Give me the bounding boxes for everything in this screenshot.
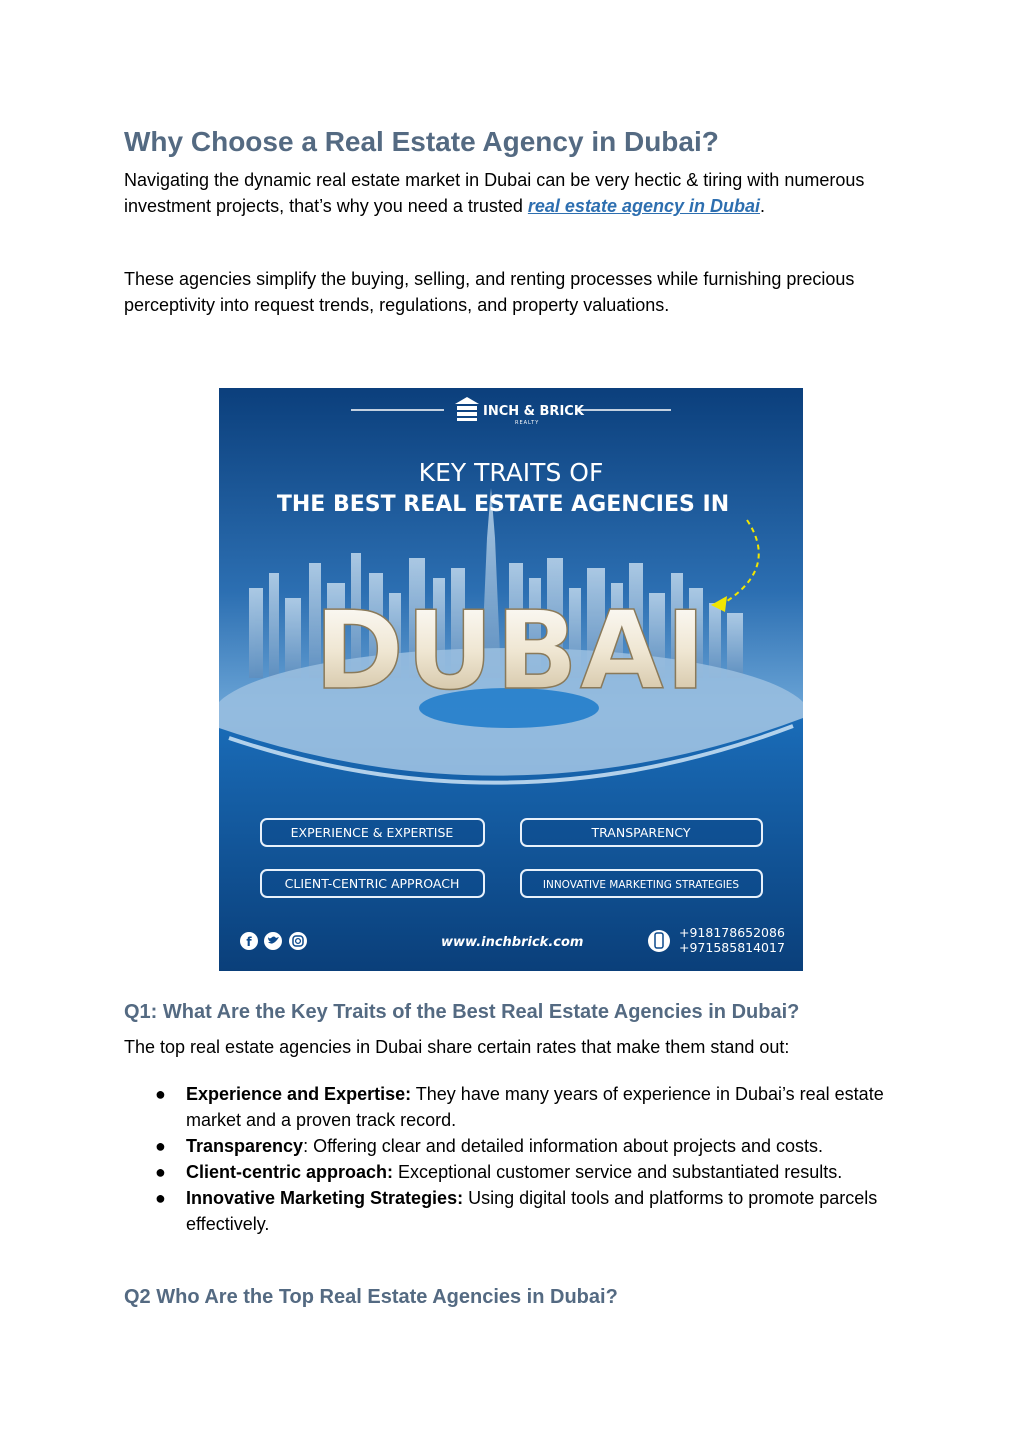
page-title: Why Choose a Real Estate Agency in Dubai? bbox=[124, 126, 719, 157]
banner-title-line2: THE BEST REAL ESTATE AGENCIES IN bbox=[276, 492, 730, 517]
trait-box-2 bbox=[521, 819, 762, 846]
trait-label-2: TRANSPARENCY bbox=[591, 825, 691, 840]
q1-intro: The top real estate agencies in Dubai share certain rates that make them stand out: bbox=[124, 1037, 790, 1057]
twitter-icon bbox=[264, 932, 282, 950]
list-item-term: Client-centric approach: bbox=[186, 1162, 394, 1182]
trait-box-1 bbox=[261, 819, 484, 846]
bullet-icon: ● bbox=[155, 1162, 166, 1182]
intro-text: Navigating the dynamic real estate market in Dubai can be very hectic & tiring with numerous investment projects, that’s why you need a trusted bbox=[124, 170, 865, 216]
list-item-term: Innovative Marketing Strategies: bbox=[186, 1188, 464, 1208]
svg-text:f: f bbox=[246, 935, 252, 949]
list-item-term: Transparency bbox=[186, 1136, 304, 1156]
banner-phone-2: +971585814017 bbox=[679, 940, 785, 955]
list-item bbox=[124, 1159, 904, 1185]
list-item-term: Experience and Expertise: bbox=[186, 1084, 412, 1104]
q2-heading: Q2 Who Are the Top Real Estate Agencies in Dubai? bbox=[124, 1286, 618, 1308]
intro-period: . bbox=[759, 196, 765, 216]
list-item bbox=[124, 1081, 904, 1133]
list-item bbox=[124, 1185, 904, 1237]
bullet-icon: ● bbox=[155, 1136, 166, 1156]
list-item-text: Exceptional customer service and substantiated results. bbox=[393, 1162, 843, 1182]
facebook-icon bbox=[240, 932, 258, 950]
list-item bbox=[124, 1133, 904, 1159]
trait-box-3 bbox=[261, 870, 484, 897]
trait-label-1: EXPERIENCE & EXPERTISE bbox=[290, 825, 454, 840]
q1-heading: Q1: What Are the Key Traits of the Best Real Estate Agencies in Dubai? bbox=[124, 1001, 800, 1023]
traits-list bbox=[124, 1081, 904, 1237]
banner-brand: INCH & BRICK bbox=[483, 404, 584, 419]
banner-website: www.inchbrick.com bbox=[441, 935, 584, 950]
agencies-paragraph: These agencies simplify the buying, selling, and renting processes while furnishing precious perceptivity into request trends, regulations, and property valuations. bbox=[124, 269, 855, 315]
trait-label-4: INNOVATIVE MARKETING STRATEGIES bbox=[542, 879, 740, 891]
trait-box-4 bbox=[521, 870, 762, 897]
bullet-icon: ● bbox=[155, 1084, 166, 1104]
phone-icon bbox=[648, 930, 670, 952]
bullet-icon: ● bbox=[155, 1188, 166, 1208]
banner-city-text: DUBAI bbox=[314, 589, 708, 714]
agency-link[interactable]: real estate agency in Dubai bbox=[527, 196, 760, 216]
instagram-icon bbox=[289, 932, 307, 950]
list-item-text: They have many years of experience in Dubai’s real estate market and a proven track record. bbox=[186, 1084, 884, 1130]
banner-title-line1: KEY TRAITS OF bbox=[418, 458, 604, 487]
banner-brand-sub: REALTY bbox=[515, 420, 540, 426]
intro-paragraph bbox=[124, 167, 904, 219]
list-item-text: Using digital tools and platforms to promote parcels effectively. bbox=[186, 1188, 878, 1234]
list-item-text: : Offering clear and detailed information about projects and costs. bbox=[303, 1136, 824, 1156]
banner-phone-1: +918178652086 bbox=[679, 925, 785, 940]
trait-label-3: CLIENT-CENTRIC APPROACH bbox=[284, 876, 460, 891]
key-traits-banner-image bbox=[219, 388, 803, 971]
